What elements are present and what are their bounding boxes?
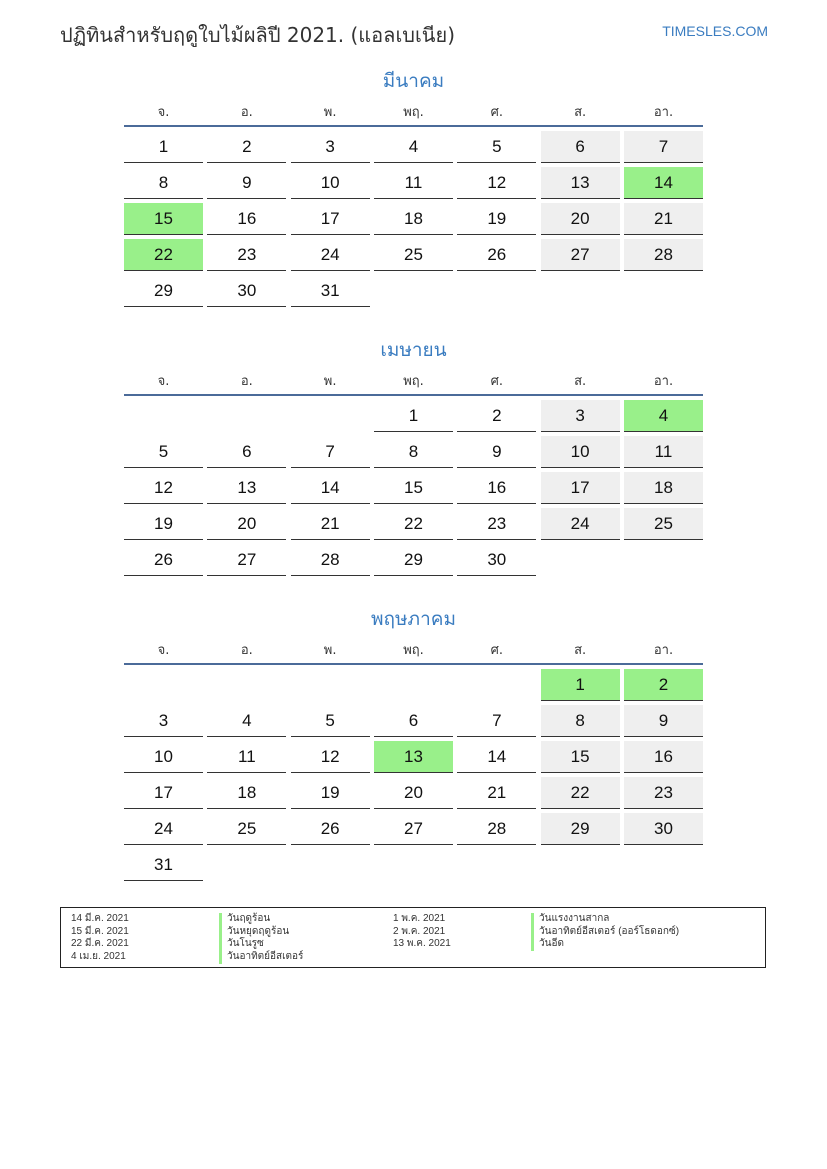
weekday-label: อ. <box>240 105 253 120</box>
day-cell: 12 <box>124 472 203 504</box>
day-cell: 26 <box>457 239 536 271</box>
month-may <box>124 606 703 881</box>
day-cell: 24 <box>541 508 620 540</box>
empty-cell <box>124 669 203 700</box>
day-cell: 11 <box>207 741 286 773</box>
holiday-day-cell: 2 <box>624 669 703 701</box>
weekday-label: ส. <box>574 105 587 120</box>
day-cell: 29 <box>374 544 453 576</box>
weekday-label: จ. <box>157 374 170 389</box>
legend-holiday-name: วันอาทิตย์อีสเตอร์ <box>219 951 303 964</box>
empty-cell <box>291 669 370 700</box>
weekday-header <box>124 370 703 396</box>
legend-holiday-name: วันอาทิตย์อีสเตอร์ (ออร์โธดอกซ์) <box>531 926 679 939</box>
day-cell: 26 <box>124 544 203 576</box>
page-title: ปฏิทินสำหรับฤดูใบไม้ผลิปี 2021. (แอลเบเนีย) <box>60 23 455 47</box>
day-cell: 13 <box>541 167 620 199</box>
day-cell: 27 <box>374 813 453 845</box>
day-cell: 28 <box>291 544 370 576</box>
weekday-label: ศ. <box>490 643 503 658</box>
legend-date: 1 พ.ค. 2021 <box>393 913 446 924</box>
month-title: เมษายน <box>380 339 447 361</box>
day-grid <box>124 131 703 307</box>
day-cell: 24 <box>291 239 370 271</box>
day-cell: 28 <box>457 813 536 845</box>
day-cell: 13 <box>207 472 286 504</box>
day-cell: 25 <box>374 239 453 271</box>
day-cell: 6 <box>374 705 453 737</box>
day-cell: 2 <box>207 131 286 163</box>
day-cell: 29 <box>124 275 203 307</box>
day-cell: 23 <box>624 777 703 809</box>
day-cell: 21 <box>624 203 703 235</box>
day-cell: 3 <box>124 705 203 737</box>
day-cell: 25 <box>207 813 286 845</box>
day-cell: 8 <box>541 705 620 737</box>
day-cell: 15 <box>374 472 453 504</box>
day-grid <box>124 669 703 881</box>
legend-date: 15 มี.ค. 2021 <box>71 925 129 937</box>
day-cell: 9 <box>207 167 286 199</box>
day-cell: 30 <box>207 275 286 307</box>
empty-cell <box>374 669 453 700</box>
day-cell: 17 <box>291 203 370 235</box>
holiday-day-cell: 14 <box>624 167 703 199</box>
weekday-label: จ. <box>157 105 170 120</box>
day-cell: 1 <box>124 131 203 163</box>
legend-date: 13 พ.ค. 2021 <box>393 938 451 950</box>
day-cell: 20 <box>207 508 286 540</box>
legend-holiday-name: วันอีด <box>531 938 679 951</box>
day-cell: 19 <box>124 508 203 540</box>
weekday-label: ส. <box>574 643 587 658</box>
day-cell: 31 <box>291 275 370 307</box>
day-cell: 11 <box>624 436 703 468</box>
day-cell: 4 <box>374 131 453 163</box>
day-cell: 11 <box>374 167 453 199</box>
weekday-header <box>124 101 703 127</box>
day-cell: 4 <box>207 705 286 737</box>
day-cell: 5 <box>291 705 370 737</box>
holiday-day-cell: 13 <box>374 741 453 773</box>
day-cell: 23 <box>207 239 286 271</box>
day-cell: 18 <box>207 777 286 809</box>
day-cell: 6 <box>541 131 620 163</box>
day-cell: 3 <box>291 131 370 163</box>
weekday-label: อ. <box>240 643 253 658</box>
legend-holiday-name: วันฤดูร้อน <box>219 913 303 926</box>
day-cell: 5 <box>457 131 536 163</box>
empty-cell <box>291 400 370 431</box>
weekday-label: อา. <box>653 105 674 120</box>
holiday-day-cell: 4 <box>624 400 703 432</box>
day-cell: 24 <box>124 813 203 845</box>
day-cell: 12 <box>291 741 370 773</box>
empty-cell <box>207 400 286 431</box>
empty-cell <box>124 400 203 431</box>
month-title: พฤษภาคม <box>371 608 456 630</box>
weekday-label: ศ. <box>490 105 503 120</box>
day-cell: 3 <box>541 400 620 432</box>
day-cell: 21 <box>291 508 370 540</box>
empty-cell <box>457 669 536 700</box>
weekday-label: ศ. <box>490 374 503 389</box>
legend-dates-right <box>393 913 451 951</box>
day-cell: 21 <box>457 777 536 809</box>
legend-dates-left <box>71 913 129 964</box>
day-cell: 6 <box>207 436 286 468</box>
legend-date: 2 พ.ค. 2021 <box>393 925 446 937</box>
weekday-label: อ. <box>240 374 253 389</box>
month-april <box>124 337 703 576</box>
day-cell: 14 <box>291 472 370 504</box>
day-cell: 30 <box>457 544 536 576</box>
weekday-header <box>124 639 703 665</box>
legend-date: 4 เม.ย. 2021 <box>71 951 126 963</box>
day-cell: 10 <box>541 436 620 468</box>
day-cell: 20 <box>374 777 453 809</box>
weekday-label: พ. <box>323 105 337 120</box>
weekday-label: ส. <box>574 374 587 389</box>
day-cell: 12 <box>457 167 536 199</box>
day-cell: 9 <box>624 705 703 737</box>
day-cell: 14 <box>457 741 536 773</box>
legend-names-right <box>531 913 679 951</box>
day-cell: 16 <box>457 472 536 504</box>
legend-date: 14 มี.ค. 2021 <box>71 913 129 924</box>
day-cell: 8 <box>374 436 453 468</box>
day-cell: 8 <box>124 167 203 199</box>
weekday-label: พ. <box>323 374 337 389</box>
day-cell: 10 <box>291 167 370 199</box>
day-cell: 17 <box>124 777 203 809</box>
weekday-label: พฤ. <box>403 643 424 658</box>
day-cell: 22 <box>541 777 620 809</box>
day-cell: 30 <box>624 813 703 845</box>
weekday-label: พฤ. <box>403 105 424 120</box>
day-cell: 7 <box>624 131 703 163</box>
holiday-day-cell: 15 <box>124 203 203 235</box>
day-cell: 5 <box>124 436 203 468</box>
weekday-label: อา. <box>653 643 674 658</box>
day-cell: 19 <box>291 777 370 809</box>
day-cell: 26 <box>291 813 370 845</box>
day-cell: 18 <box>374 203 453 235</box>
day-cell: 22 <box>374 508 453 540</box>
weekday-label: จ. <box>157 643 170 658</box>
day-cell: 20 <box>541 203 620 235</box>
day-cell: 10 <box>124 741 203 773</box>
day-cell: 31 <box>124 849 203 881</box>
day-cell: 9 <box>457 436 536 468</box>
day-cell: 27 <box>207 544 286 576</box>
day-cell: 7 <box>457 705 536 737</box>
holiday-day-cell: 1 <box>541 669 620 701</box>
day-cell: 16 <box>624 741 703 773</box>
day-cell: 7 <box>291 436 370 468</box>
weekday-label: อา. <box>653 374 674 389</box>
empty-cell <box>207 669 286 700</box>
holiday-legend <box>60 907 766 968</box>
weekday-label: พฤ. <box>403 374 424 389</box>
day-cell: 1 <box>374 400 453 432</box>
day-cell: 27 <box>541 239 620 271</box>
brand-link[interactable]: TIMESLES.COM <box>662 23 768 39</box>
month-title: มีนาคม <box>382 70 445 92</box>
legend-names-left <box>219 913 303 964</box>
day-cell: 23 <box>457 508 536 540</box>
day-cell: 15 <box>541 741 620 773</box>
day-cell: 17 <box>541 472 620 504</box>
day-grid <box>124 400 703 576</box>
day-cell: 19 <box>457 203 536 235</box>
day-cell: 2 <box>457 400 536 432</box>
month-march <box>124 68 703 307</box>
day-cell: 18 <box>624 472 703 504</box>
day-cell: 25 <box>624 508 703 540</box>
day-cell: 29 <box>541 813 620 845</box>
holiday-day-cell: 22 <box>124 239 203 271</box>
day-cell: 28 <box>624 239 703 271</box>
legend-holiday-name: วันหยุดฤดูร้อน <box>219 926 303 939</box>
weekday-label: พ. <box>323 643 337 658</box>
legend-date: 22 มี.ค. 2021 <box>71 938 129 950</box>
day-cell: 16 <box>207 203 286 235</box>
legend-holiday-name: วันโนรูซ <box>219 938 303 951</box>
legend-holiday-name: วันแรงงานสากล <box>531 913 679 926</box>
